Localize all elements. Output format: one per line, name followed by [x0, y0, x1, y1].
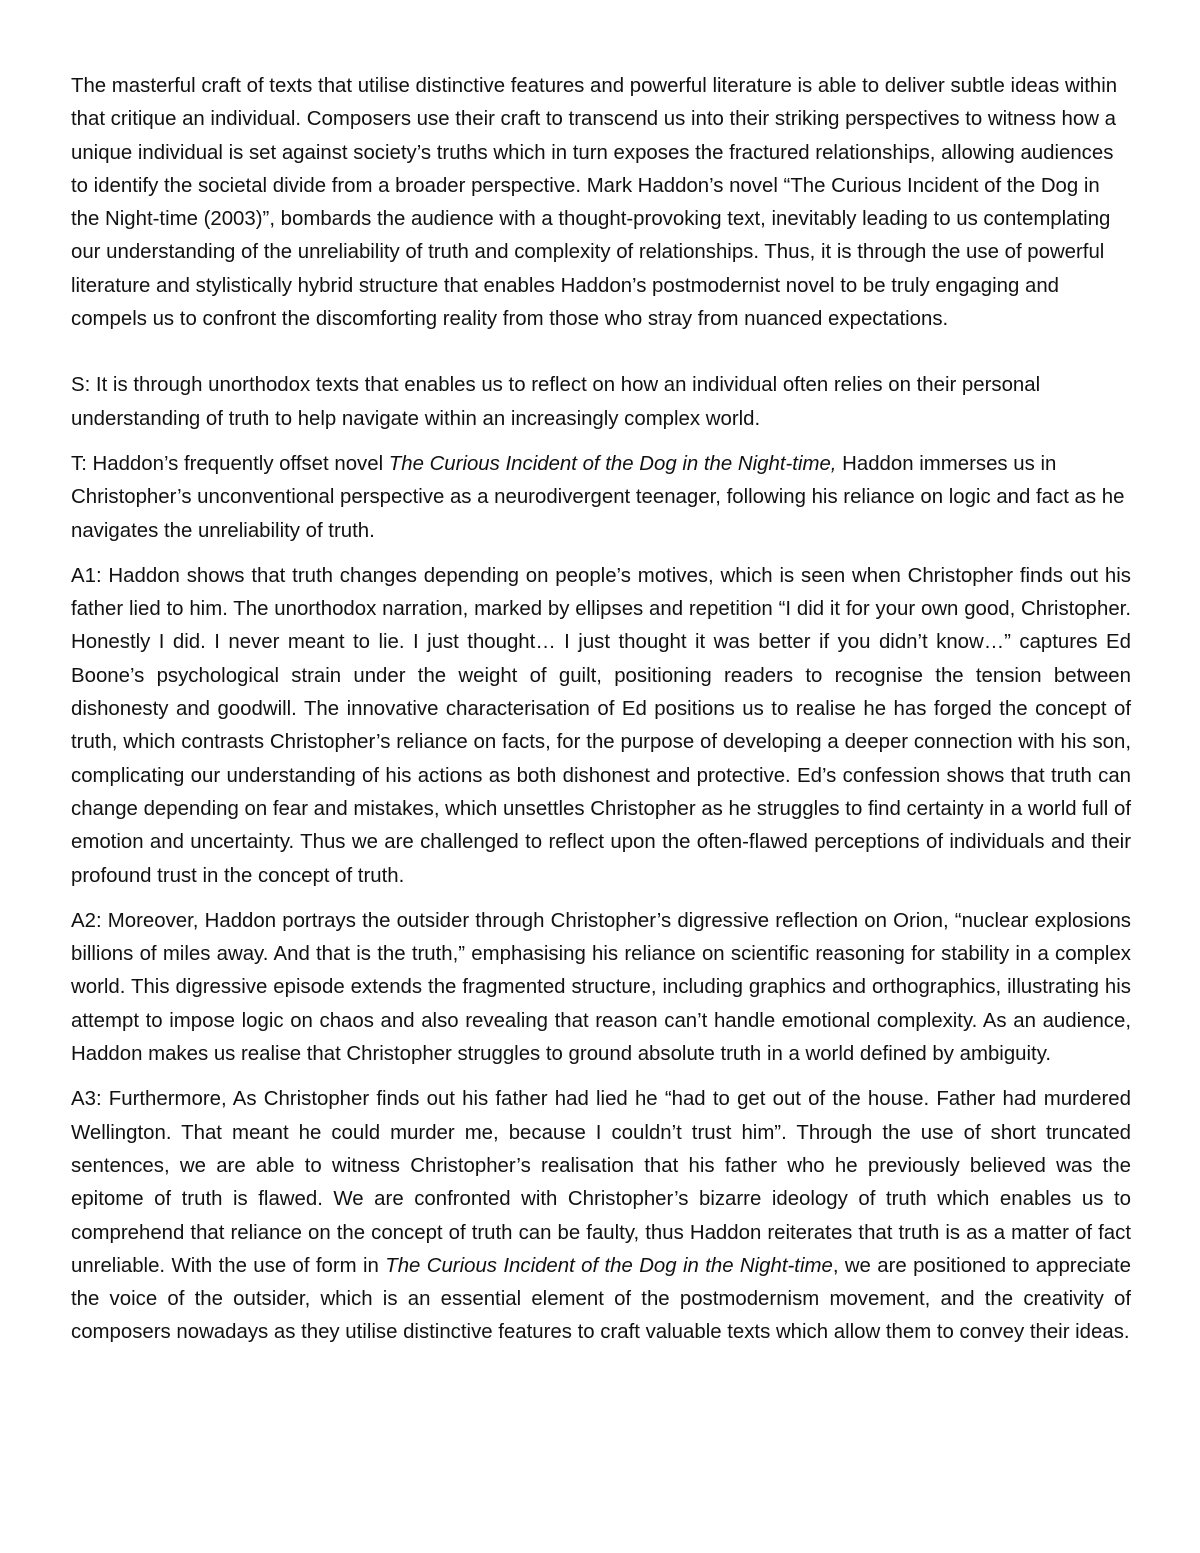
essay-body [71, 70, 1131, 1350]
t-paragraph-lead: T: Haddon’s frequently offset novel [71, 452, 389, 475]
a3-paragraph-lead: A3: Furthermore, As Christopher finds out his father had lied he “had to get out of the house. Father had murdered Wellington. That meant he could murder me, because I couldn’t trust him”. Through the use of short truncated sentences, we are able to witness Christopher’s realisation that his father who he previously believed was the epitome of truth is flawed. We are confronted with Christopher’s bizarre ideology of truth which enables us to comprehend that reliance on the concept of truth can be faulty, thus Haddon reiterates that truth is as a matter of fact unreliable. With the use of form in [71, 1088, 1131, 1277]
t-paragraph [71, 448, 1131, 548]
novel-title: The Curious Incident of the Dog in the Night-time [385, 1254, 833, 1277]
novel-title: The Curious Incident of the Dog in the Night-time, [388, 452, 837, 475]
intro-paragraph: The masterful craft of texts that utilise distinctive features and powerful literature is able to deliver subtle ideas within that critique an individual. Composers use their craft to transcend us into their striking perspectives to witness how a unique individual is set against society’s truths which in turn exposes the fractured relationships, allowing audiences to identify the societal divide from a broader perspective. Mark Haddon’s novel “The Curious Incident of the Dog in the Night-time (2003)”, bombards the audience with a thought-provoking text, inevitably leading to us contemplating our understanding of the unreliability of truth and complexity of relationships. Thus, it is through the use of powerful literature and stylistically hybrid structure that enables Haddon’s postmodernist novel to be truly engaging and compels us to confront the discomforting reality from those who stray from nuanced expectations. [71, 75, 1118, 331]
a1-paragraph: A1: Haddon shows that truth changes depending on people’s motives, which is seen when Christopher finds out his father lied to him. The unorthodox narration, marked by ellipses and repetition “I did it for your own good, Christopher. Honestly I did. I never meant to lie. I just thought… I just thought it was better if you didn’t know…” captures Ed Boone’s psychological strain under the weight of guilt, positioning readers to recognise the tension between dishonesty and goodwill. The innovative characterisation of Ed positions us to realise he has forged the concept of truth, which contrasts Christopher’s reliance on facts, for the purpose of developing a deeper connection with his son, complicating our understanding of his actions as both dishonest and protective. Ed’s confession shows that truth can change depending on fear and mistakes, which unsettles Christopher as he struggles to find certainty in a world full of emotion and uncertainty. Thus we are challenged to reflect upon the often-flawed perceptions of individuals and their profound trust in the concept of truth. [71, 564, 1131, 887]
a3-paragraph-rest: , we are positioned to appreciate the voice of the outsider, which is an essential element of the postmodernism movement, and the creativity of composers nowadays as they utilise distinctive features to craft valuable texts which allow them to convey their ideas. [71, 1254, 1131, 1344]
t-paragraph-rest: Haddon immerses us in Christopher’s unconventional perspective as a neurodivergent teenager, following his reliance on logic and fact as he navigates the unreliability of truth. [71, 452, 1125, 542]
a2-paragraph: A2: Moreover, Haddon portrays the outsider through Christopher’s digressive reflection on Orion, “nuclear explosions billions of miles away. And that is the truth,” emphasising his reliance on scientific reasoning for stability in a complex world. This digressive episode extends the fragmented structure, including graphics and orthographics, illustrating his attempt to impose logic on chaos and also revealing that reason can’t handle emotional complexity. As an audience, Haddon makes us realise that Christopher struggles to ground absolute truth in a world defined by ambiguity. [71, 909, 1131, 1066]
a3-paragraph [71, 1083, 1131, 1349]
s-paragraph: S: It is through unorthodox texts that enables us to reflect on how an individual often relies on their personal understanding of truth to help navigate within an increasingly complex world. [71, 374, 1041, 430]
